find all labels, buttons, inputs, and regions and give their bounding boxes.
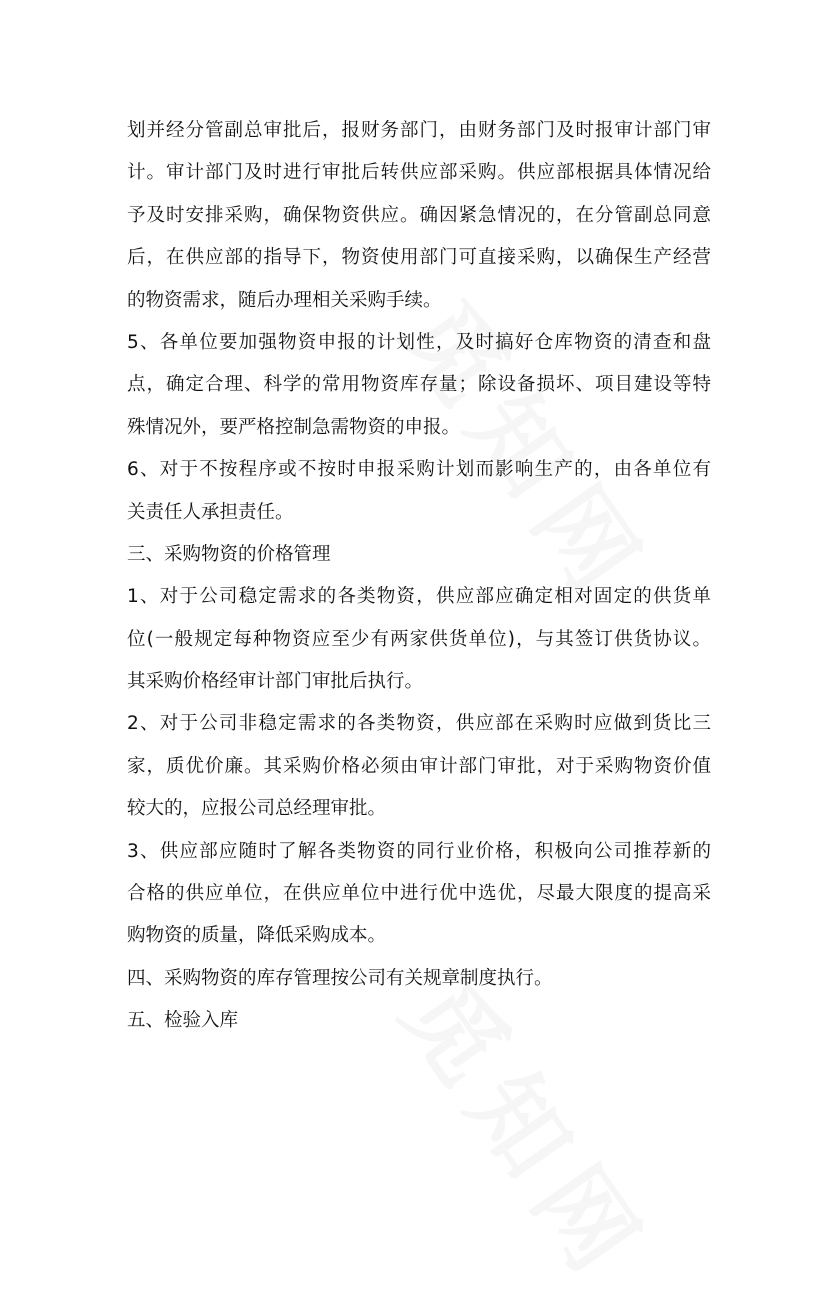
text-line: 5、各单位要加强物资申报的计划性，及时搞好仓库物资的清查和盘 [127,331,711,353]
text-line: 2、对于公司非稳定需求的各类物资，供应部在采购时应做到货比三 [127,713,711,735]
text-line: 殊情况外，要严格控制急需物资的申报。 [127,416,461,438]
text-line: 四、采购物资的库存管理按公司有关规章制度执行。 [127,967,553,989]
text-line: 家，质优价廉。其采购价格必须由审计部门审批，对于采购物资价值 [127,755,711,777]
text-line: 三、采购物资的价格管理 [127,543,331,565]
text-line: 其采购价格经审计部门审批后执行。 [127,671,424,693]
text-line: 合格的供应单位，在供应单位中进行优中选优，尽最大限度的提高采 [127,883,711,905]
document-body [127,110,711,1043]
text-line: 划并经分管副总审批后，报财务部门，由财务部门及时报审计部门审 [127,120,711,141]
text-line: 五、检验入库 [127,1010,239,1032]
text-line: 关责任人承担责任。 [127,501,294,523]
text-line: 的物资需求，随后办理相关采购手续。 [127,289,442,311]
text-line: 6、对于不按程序或不按时申报采购计划而影响生产的，由各单位有 [127,459,711,481]
text-line: 3、供应部应随时了解各类物资的同行业价格，积极向公司推荐新的 [127,840,711,862]
text-line: 后，在供应部的指导下，物资使用部门可直接采购，以确保生产经营 [127,247,711,269]
text-line: 较大的，应报公司总经理审批。 [127,798,387,820]
text-line: 计。审计部门及时进行审批后转供应部采购。供应部根据具体情况给 [127,162,711,184]
text-line: 位(一般规定每种物资应至少有两家供货单位)，与其签订供货协议。 [127,628,711,650]
text-line: 予及时安排采购，确保物资供应。确因紧急情况的，在分管副总同意 [127,204,711,226]
text-line: 点，确定合理、科学的常用物资库存量；除设备损坏、项目建设等特 [127,374,711,396]
text-line: 1、对于公司稳定需求的各类物资，供应部应确定相对固定的供货单 [127,586,711,608]
text-line: 购物资的质量，降低采购成本。 [127,925,387,947]
